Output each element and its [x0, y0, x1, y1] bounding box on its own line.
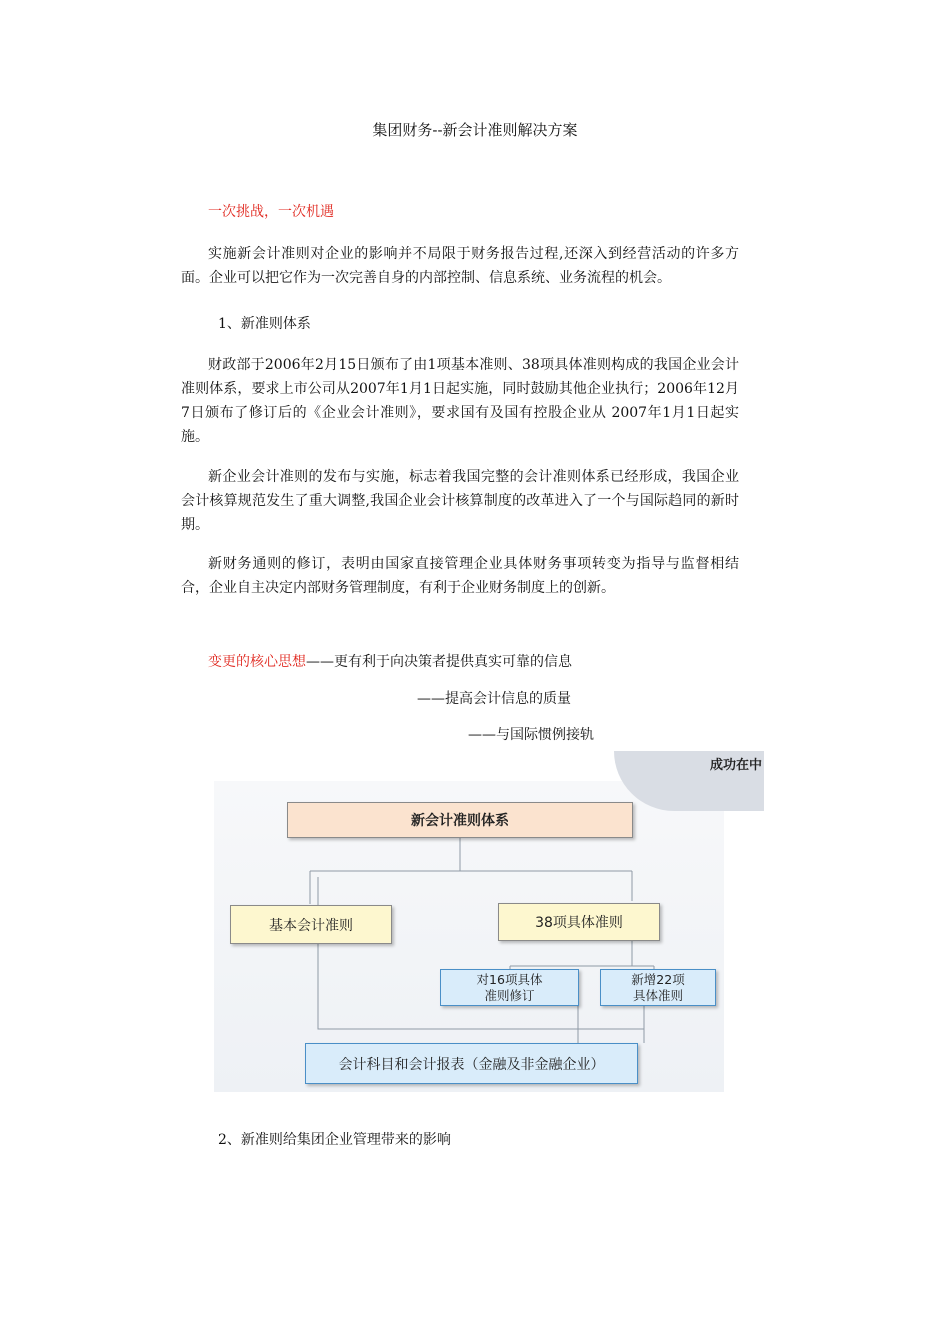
- box-22-new-line-2: 具体准则: [632, 987, 683, 1003]
- core-idea-line-3: ——与国际惯例接轨: [468, 727, 594, 743]
- paragraph-new-standards: 新企业会计准则的发布与实施，标志着我国完整的会计准则体系已经形成，我国企业会计核算规范发生了重大调整,我国企业会计核算制度的改革进入了一个与国际趋同的新时期。: [181, 469, 739, 533]
- core-idea-line-1: [208, 651, 572, 671]
- core-idea-line-2: ——提高会计信息的质量: [417, 691, 571, 707]
- box-16-revised-line-1: 对16项具体: [476, 971, 543, 987]
- section-heading-1: 1、新准则体系: [218, 316, 311, 332]
- paragraph-intro: 实施新会计准则对企业的影响并不局限于财务报告过程,还深入到经营活动的许多方面。企业可以把它作为一次完善自身的内部控制、信息系统、业务流程的机会。: [181, 246, 739, 286]
- section-heading-2: 2、新准则给集团企业管理带来的影响: [218, 1132, 451, 1148]
- core-idea-text-1: ——更有利于向决策者提供真实可靠的信息: [306, 654, 572, 670]
- document-title: 集团财务--新会计准则解决方案: [372, 121, 578, 139]
- box-16-revised-standards: [440, 969, 579, 1006]
- box-22-new-standards: [600, 969, 716, 1006]
- core-idea-label: 变更的核心思想: [208, 654, 306, 670]
- box-22-new-line-1: 新增22项: [631, 971, 685, 987]
- box-38-specific-standards: 38项具体准则: [498, 903, 660, 941]
- standards-diagram: [214, 758, 762, 1092]
- box-basic-standard: 基本会计准则: [230, 905, 392, 944]
- paragraph-system: 财政部于2006年2月15日颁布了由1项基本准则、38项具体准则构成的我国企业会计准则体系，要求上市公司从2007年1月1日起实施，同时鼓励其他企业执行；2006年12月7日颁布了修订后的《企业会计准则》，要求国有及国有控股企业从 2007年1月1日起实施。: [181, 357, 739, 445]
- paragraph-finance-rules: 新财务通则的修订，表明由国家直接管理企业具体财务事项转变为指导与监督相结合，企业自主决定内部财务管理制度，有利于企业财务制度上的创新。: [181, 556, 739, 596]
- box-16-revised-line-2: 准则修订: [484, 987, 535, 1003]
- box-new-standards-system: 新会计准则体系: [287, 802, 633, 838]
- diagram-corner-text: 成功在中: [709, 758, 762, 773]
- box-accounts-and-reports: 会计科目和会计报表（金融及非金融企业）: [305, 1043, 638, 1084]
- heading-challenge: 一次挑战，一次机遇: [208, 204, 334, 220]
